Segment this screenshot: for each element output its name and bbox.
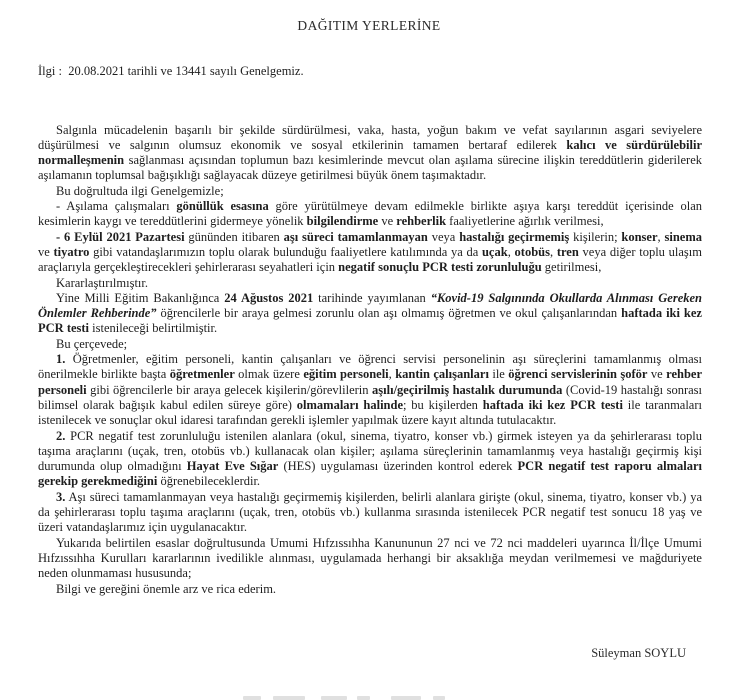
paragraph (38, 230, 702, 276)
text-run: PCR negatif test raporu almaları gerekip gerekmediğini (38, 459, 702, 489)
text-run: öğretmenler (169, 367, 235, 382)
text-run: ve (38, 244, 54, 259)
text-run: sinema (664, 229, 703, 244)
text-run: 3. (56, 489, 66, 504)
text-run: konser (621, 229, 658, 244)
text-run: kalıcı ve sürdürülebilir normalleşmenin (38, 137, 702, 168)
text-run: sağlanması açısından toplumun bazı kesimlerinde mevcut olan aşılama sürecine ilişkin tereddütlerin giderilerek aşılamanın toplumsal bağışıklığı sağlayacak düzeye getirilmesi büyük önem taşımaktadır. (38, 153, 702, 183)
cutoff-text-fragment (433, 696, 445, 700)
text-run: kantin çalışanları (395, 367, 489, 382)
cutoff-footer-fragments (243, 694, 458, 700)
cutoff-text-fragment (243, 696, 261, 700)
text-run: ile taranmaları istenilecek ve sonuçlar okul idaresi tarafından gerekli işlemler yapılmak üzere kayıt altında tutulacaktır. (38, 397, 702, 428)
text-run: Yukarıda belirtilen esaslar doğrultusunda Umumi Hıfzıssıhha Kanununun 27 nci ve 72 nci maddeleri uyarınca İl/İlçe Umumi Hıfzıssıhha Kurulları kararlarının ivedilikle alınması, uygulamada herhangi bir aksaklığa meydan verilmemesi ve mağduriyete neden olunmaması hususunda; (38, 535, 702, 581)
text-run: aşı süreci tamamlanmayan (283, 229, 428, 244)
text-run: gibi öğrencilerle bir araya gelecek kişilerin/görevlilerin (86, 382, 373, 397)
text-run: Yine Milli Eğitim Bakanlığınca (56, 290, 225, 305)
text-run: Bilgi ve gereğini önemle arz ve rica ederim. (56, 581, 277, 596)
text-run: öğrenci servislerinin şoför (508, 367, 648, 382)
text-run: Aşı süreci tamamlanmayan veya hastalığı geçirmemiş kişilerden, belirli alanlara girişte (okul, sinema, tiyatro, konser vb.) ya da şehirlerarası toplu taşıma araçlarını (uçak, tren, otobüs vb.) kullanma sırasında istenilecek PCR negatif test sonucu 18 yaş ve üzeri vatandaşlarımız için uygulanacaktır. (38, 489, 702, 535)
paragraph (38, 291, 702, 337)
text-run: istenileceği belirtilmiştir. (89, 321, 218, 336)
text-run: Öğretmenler, eğitim personeli, kantin çalışanları ve öğrenci servisi personelinin aşı süreçlerini tamamlanmış olması önerilmekle birlikte başta (38, 352, 702, 382)
text-run: , (507, 244, 515, 259)
text-run: Kararlaştırılmıştır. (56, 275, 148, 290)
text-run: gününden itibaren (184, 229, 284, 244)
text-run: tarihinde yayımlanan (313, 290, 431, 305)
text-run: Hayat Eve Sığar (186, 459, 279, 474)
text-run: öğrencilerle bir araya gelmesi zorunlu olan aşı olmamış öğretmen ve okul çalışanlarından (156, 306, 622, 321)
text-run: ; bu kişilerden (403, 397, 483, 412)
paragraph (38, 352, 702, 428)
text-run: göre yürütülmeye devam edilmekle birlikte aşıya karşı tereddüt içerisinde olan kesimlerin kaygı ve tereddütlerini gidermeye yönelik (38, 199, 702, 229)
text-run: 1. (56, 352, 66, 367)
text-run: (Covid-19 hastalığı sonrası bilimsel olarak bağışık kabul edilen süreye göre) (38, 382, 703, 412)
paragraph (38, 276, 702, 291)
text-run: hastalığı geçirmemiş (459, 229, 570, 244)
text-run: kişilerin; (569, 229, 622, 244)
paragraph (38, 429, 702, 490)
text-run: veya diğer toplu ulaşım araçlarıyla gerçekleştirecekleri şehirlerarası seyahatleri için (38, 244, 702, 275)
text-run: 24 Ağustos 2021 (224, 290, 314, 305)
cutoff-text-fragment (321, 696, 347, 700)
text-run: ile (488, 367, 509, 382)
text-run: tren (556, 244, 579, 259)
document-body (0, 123, 738, 597)
text-run: gönüllük esasına (176, 199, 269, 214)
paragraph (38, 536, 702, 582)
text-run: ve (378, 214, 397, 229)
text-run: (HES) uygulaması üzerinden kontrol ederek (278, 459, 518, 474)
text-run: aşılı/geçirilmiş hastalık durumunda (372, 382, 563, 397)
text-run: , (657, 229, 665, 244)
text-run: olmamaları halinde (296, 397, 403, 412)
text-run: rehber personeli (38, 367, 702, 397)
text-run: rehberlik (396, 214, 447, 229)
text-run: - 6 Eylül 2021 Pazartesi (56, 229, 185, 244)
text-run: , (549, 244, 557, 259)
text-run: gibi vatandaşlarımızın toplu olarak bulunduğu faaliyetlere katılımında ya da (89, 244, 482, 259)
text-run: bilgilendirme (306, 214, 379, 229)
text-run: eğitim personeli (303, 367, 389, 382)
text-run: Bu doğrultuda ilgi Genelgemizle; (56, 183, 224, 198)
text-run: - Aşılama çalışmaları (56, 199, 177, 214)
text-run: , (388, 367, 396, 382)
paragraph (38, 337, 702, 352)
text-run: 2. (56, 428, 66, 443)
text-run: PCR negatif test zorunluluğu istenilen alanlara (okul, sinema, tiyatro, konser vb.) girmek isteyen ya da şehirlerarası toplu taşıma araçlarını (uçak, tren, otobüs vb.) kullanacak olan kişiler; aşılama süreçlerinin tamamlanmış veya hastalığı geçirmiş kişi durumunda olup olmadığını (38, 428, 702, 474)
reference-line: İlgi : 20.08.2021 tarihli ve 13441 sayılı Genelgemiz. (38, 64, 304, 79)
paragraph (38, 184, 702, 199)
text-run: Salgınla mücadelenin başarılı bir şekilde sürdürülmesi, vaka, hasta, yoğun bakım ve vefat sayılarının asgari seviyelere düşürülmesi ve salgının olumsuz ekonomik ve sosyal etkilerinin tamamen bertaraf edilerek (38, 122, 702, 152)
paragraph (38, 582, 702, 597)
text-run: otobüs (514, 244, 550, 259)
text-run: negatif sonuçlu PCR testi zorunluluğu (338, 260, 542, 275)
text-run: uçak (481, 244, 508, 259)
text-run: “Kovid-19 Salgınında Okullarda Alınması Gereken Önlemler Rehberinde” (38, 290, 702, 321)
text-run: faaliyetlerine ağırlık verilmesi, (446, 214, 604, 229)
signature-name: Süleyman SOYLU (591, 645, 686, 660)
text-run: olmak üzere (234, 367, 304, 382)
paragraph (38, 490, 702, 536)
cutoff-text-fragment (391, 696, 421, 700)
text-run: tiyatro (53, 244, 90, 259)
text-run: haftada iki kez PCR testi (482, 397, 623, 412)
text-run: ve (647, 367, 667, 382)
paragraph (38, 123, 702, 184)
text-run: Bu çerçevede; (56, 336, 128, 351)
cutoff-text-fragment (273, 696, 305, 700)
text-run: haftada iki kez PCR testi (38, 306, 702, 336)
text-run: öğrenebileceklerdir. (157, 474, 261, 489)
document-title: DAĞITIM YERLERİNE (297, 18, 441, 33)
text-run: getirilmesi, (541, 260, 602, 275)
paragraph (38, 199, 702, 230)
cutoff-text-fragment (357, 696, 370, 700)
text-run: veya (427, 229, 460, 244)
